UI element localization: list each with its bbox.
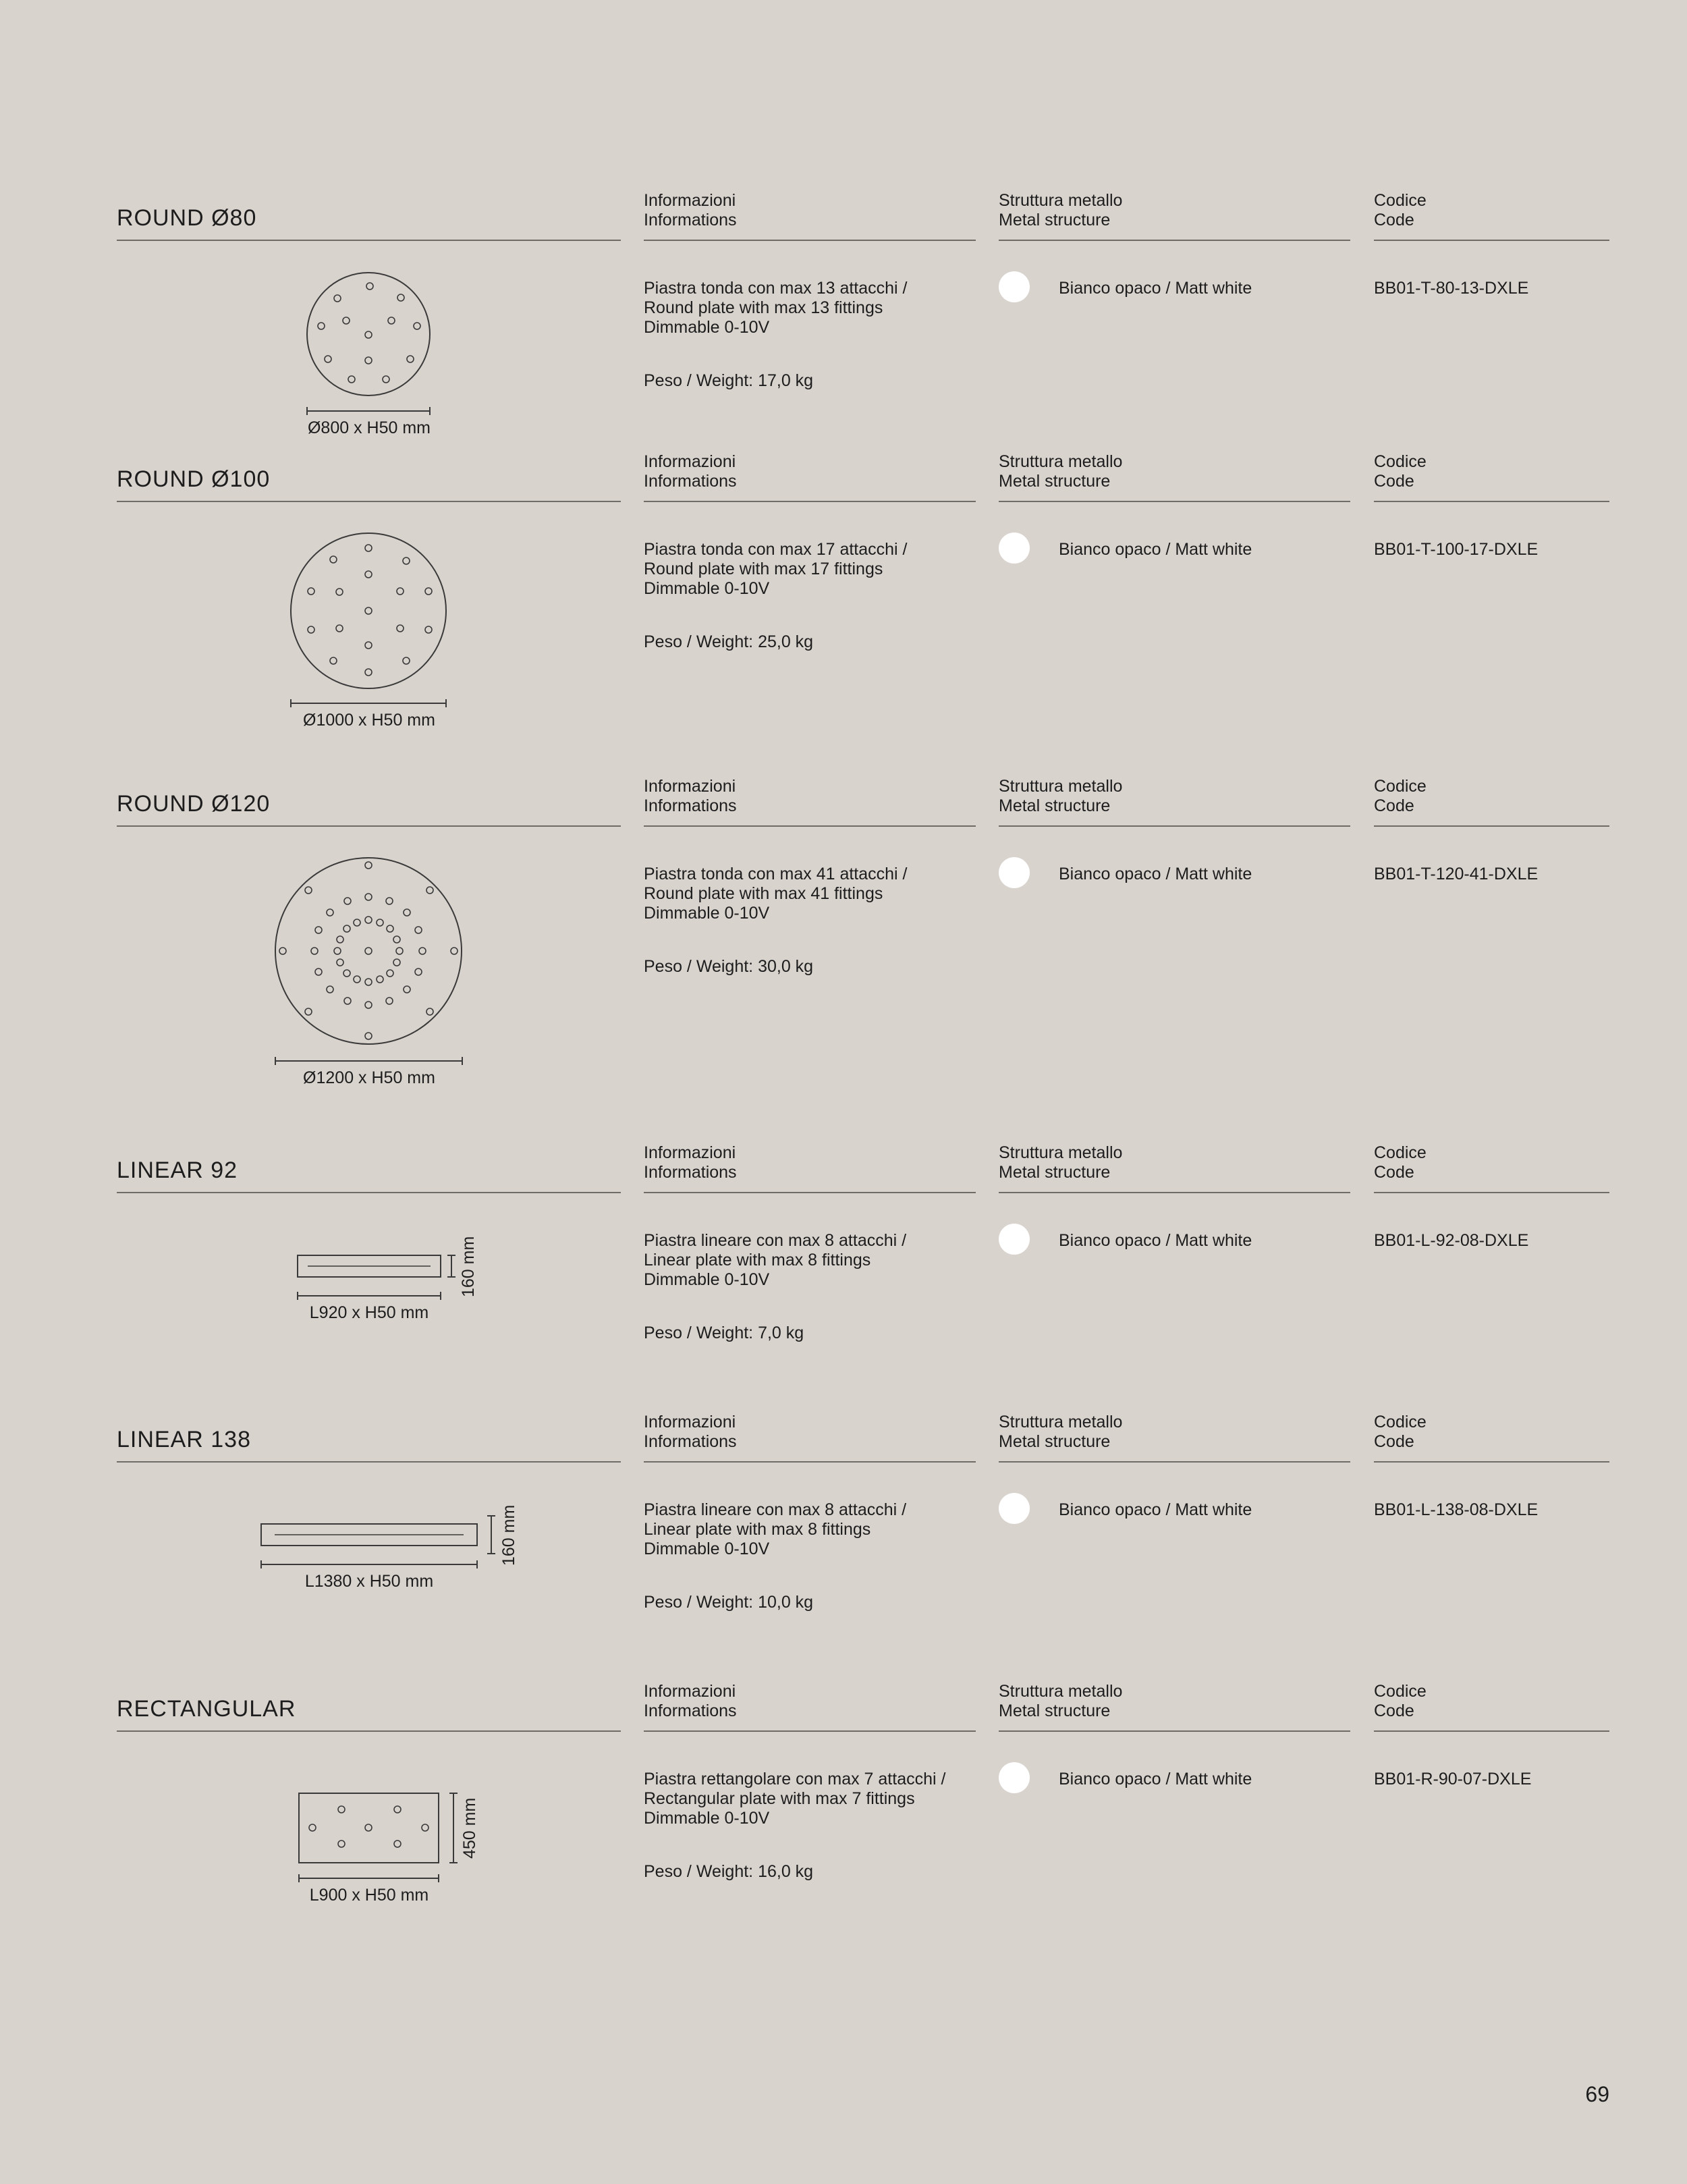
description-line-en: Rectangular plate with max 7 fittings [644, 1789, 915, 1808]
product-title: ROUND Ø100 [117, 466, 271, 492]
product-title: LINEAR 138 [117, 1427, 251, 1452]
product-code: BB01-T-100-17-DXLE [1374, 540, 1539, 559]
structure-header-it: Struttura metallo [999, 1682, 1123, 1701]
info-header [644, 420, 976, 502]
structure-header-en: Metal structure [999, 472, 1111, 491]
info-header-it: Informazioni [644, 452, 736, 471]
product-title: ROUND Ø120 [117, 791, 271, 817]
fitting-holes [308, 545, 432, 676]
description-line-dimming: Dimmable 0-10V [644, 904, 770, 923]
info-header-en: Informations [644, 1432, 737, 1451]
description-line-en: Round plate with max 13 fittings [644, 298, 883, 317]
info-header-it: Informazioni [644, 1413, 736, 1431]
structure-header [999, 420, 1350, 502]
product-title: LINEAR 92 [117, 1157, 238, 1183]
description-line-en: Round plate with max 17 fittings [644, 559, 883, 578]
structure-header-en: Metal structure [999, 1432, 1111, 1451]
structure-header-it: Struttura metallo [999, 452, 1123, 471]
product-title: ROUND Ø80 [117, 205, 257, 231]
product-weight: Peso / Weight: 16,0 kg [644, 1862, 814, 1881]
description-line-en: Round plate with max 41 fittings [644, 884, 883, 903]
finish-label: Bianco opaco / Matt white [1059, 279, 1252, 298]
info-header-it: Informazioni [644, 1143, 736, 1162]
info-header [644, 1380, 976, 1463]
code-header-it: Codice [1374, 1143, 1427, 1162]
finish-label: Bianco opaco / Matt white [1059, 1231, 1252, 1250]
code-header-it: Codice [1374, 1413, 1427, 1431]
code-header-it: Codice [1374, 777, 1427, 796]
code-header [1374, 1111, 1609, 1193]
description-line-it: Piastra tonda con max 41 attacchi / [644, 865, 908, 883]
product-weight: Peso / Weight: 7,0 kg [644, 1323, 804, 1342]
structure-header [999, 1649, 1350, 1732]
finish-label: Bianco opaco / Matt white [1059, 540, 1252, 559]
dimension-line [299, 1793, 458, 1882]
info-header [644, 1111, 976, 1193]
fitting-holes [279, 862, 458, 1039]
structure-header [999, 1380, 1350, 1463]
finish-swatch[interactable] [999, 1762, 1030, 1793]
info-header-it: Informazioni [644, 777, 736, 796]
dimension-label: Ø1200 x H50 mm [303, 1068, 435, 1087]
product-description [644, 1231, 906, 1290]
structure-header-it: Struttura metallo [999, 1413, 1123, 1431]
description-line-en: Linear plate with max 8 fittings [644, 1520, 871, 1539]
code-header-en: Code [1374, 1432, 1414, 1451]
structure-header-it: Struttura metallo [999, 777, 1123, 796]
description-line-dimming: Dimmable 0-10V [644, 318, 770, 337]
product-round-100 [0, 420, 1687, 730]
description-line-en: Linear plate with max 8 fittings [644, 1251, 871, 1270]
info-header-en: Informations [644, 796, 737, 815]
dimension-label: Ø1000 x H50 mm [303, 711, 435, 730]
plate-outline [299, 1793, 439, 1863]
info-header [644, 1649, 976, 1732]
code-header [1374, 1380, 1609, 1463]
code-header-it: Codice [1374, 191, 1427, 210]
description-line-it: Piastra tonda con max 13 attacchi / [644, 279, 908, 298]
product-linear-138 [0, 1380, 1687, 1637]
product-round-80 [0, 159, 1687, 442]
product-description [644, 1770, 945, 1828]
product-weight: Peso / Weight: 10,0 kg [644, 1593, 814, 1612]
structure-header-en: Metal structure [999, 1701, 1111, 1720]
description-line-dimming: Dimmable 0-10V [644, 579, 770, 598]
code-header [1374, 1649, 1609, 1732]
product-weight: Peso / Weight: 30,0 kg [644, 957, 814, 976]
description-line-dimming: Dimmable 0-10V [644, 1809, 770, 1828]
fitting-holes [309, 1806, 428, 1847]
info-header-en: Informations [644, 472, 737, 491]
finish-label: Bianco opaco / Matt white [1059, 1770, 1252, 1789]
finish-label: Bianco opaco / Matt white [1059, 1500, 1252, 1519]
product-title: RECTANGULAR [117, 1696, 296, 1722]
product-code: BB01-T-80-13-DXLE [1374, 279, 1529, 298]
product-description [644, 279, 908, 337]
structure-header [999, 744, 1350, 827]
code-header [1374, 420, 1609, 502]
product-code: BB01-L-92-08-DXLE [1374, 1231, 1529, 1250]
info-header-en: Informations [644, 1701, 737, 1720]
page-number: 69 [1585, 2082, 1609, 2106]
finish-label: Bianco opaco / Matt white [1059, 865, 1252, 883]
info-header [644, 744, 976, 827]
finish-swatch[interactable] [999, 533, 1030, 564]
info-header-en: Informations [644, 1163, 737, 1182]
technical-drawing [0, 744, 540, 1095]
product-description [644, 865, 908, 923]
description-line-it: Piastra rettangolare con max 7 attacchi / [644, 1770, 946, 1789]
product-code: BB01-L-138-08-DXLE [1374, 1500, 1539, 1519]
description-line-it: Piastra tonda con max 17 attacchi / [644, 540, 908, 559]
technical-drawing [0, 420, 540, 730]
product-description [644, 1500, 906, 1559]
product-code: BB01-R-90-07-DXLE [1374, 1770, 1532, 1789]
product-description [644, 540, 908, 599]
info-header [644, 159, 976, 241]
description-line-dimming: Dimmable 0-10V [644, 1539, 770, 1558]
dimension-label-vertical: 160 mm [459, 1236, 478, 1297]
product-rectangular [0, 1649, 1687, 1933]
product-weight: Peso / Weight: 17,0 kg [644, 371, 814, 390]
code-header-en: Code [1374, 796, 1414, 815]
plate-outline [307, 273, 430, 395]
technical-drawing [0, 159, 540, 442]
dimension-label-vertical: 160 mm [499, 1504, 518, 1566]
product-weight: Peso / Weight: 25,0 kg [644, 632, 814, 651]
dimension-label: L920 x H50 mm [309, 1303, 429, 1322]
dimension-label: Ø800 x H50 mm [307, 418, 431, 437]
product-linear-92 [0, 1111, 1687, 1367]
structure-header [999, 159, 1350, 241]
code-header-en: Code [1374, 211, 1414, 229]
finish-swatch[interactable] [999, 1224, 1030, 1255]
structure-header-it: Struttura metallo [999, 1143, 1123, 1162]
dimension-label-vertical: 450 mm [460, 1797, 479, 1859]
structure-header-en: Metal structure [999, 1163, 1111, 1182]
finish-swatch[interactable] [999, 857, 1030, 888]
info-header-en: Informations [644, 211, 737, 229]
description-line-dimming: Dimmable 0-10V [644, 1270, 770, 1289]
code-header-it: Codice [1374, 1682, 1427, 1701]
fitting-holes [318, 283, 420, 383]
plate-outline [291, 533, 446, 688]
description-line-it: Piastra lineare con max 8 attacchi / [644, 1500, 907, 1519]
code-header [1374, 159, 1609, 241]
technical-drawing [0, 1380, 540, 1637]
plate-outline [275, 858, 462, 1044]
dimension-line [307, 407, 430, 415]
code-header-it: Codice [1374, 452, 1427, 471]
dimension-line [275, 1057, 462, 1065]
description-line-it: Piastra lineare con max 8 attacchi / [644, 1231, 907, 1250]
dimension-label: L1380 x H50 mm [304, 1572, 434, 1591]
code-header-en: Code [1374, 472, 1414, 491]
product-code: BB01-T-120-41-DXLE [1374, 865, 1539, 883]
dimension-label: L900 x H50 mm [309, 1886, 429, 1905]
structure-header-en: Metal structure [999, 211, 1111, 229]
code-header-en: Code [1374, 1701, 1414, 1720]
info-header-it: Informazioni [644, 191, 736, 210]
product-round-120 [0, 744, 1687, 1095]
code-header-en: Code [1374, 1163, 1414, 1182]
finish-swatch[interactable] [999, 271, 1030, 302]
structure-header [999, 1111, 1350, 1193]
info-header-it: Informazioni [644, 1682, 736, 1701]
structure-header-it: Struttura metallo [999, 191, 1123, 210]
dimension-line [291, 699, 446, 707]
finish-swatch[interactable] [999, 1493, 1030, 1524]
structure-header-en: Metal structure [999, 796, 1111, 815]
code-header [1374, 744, 1609, 827]
